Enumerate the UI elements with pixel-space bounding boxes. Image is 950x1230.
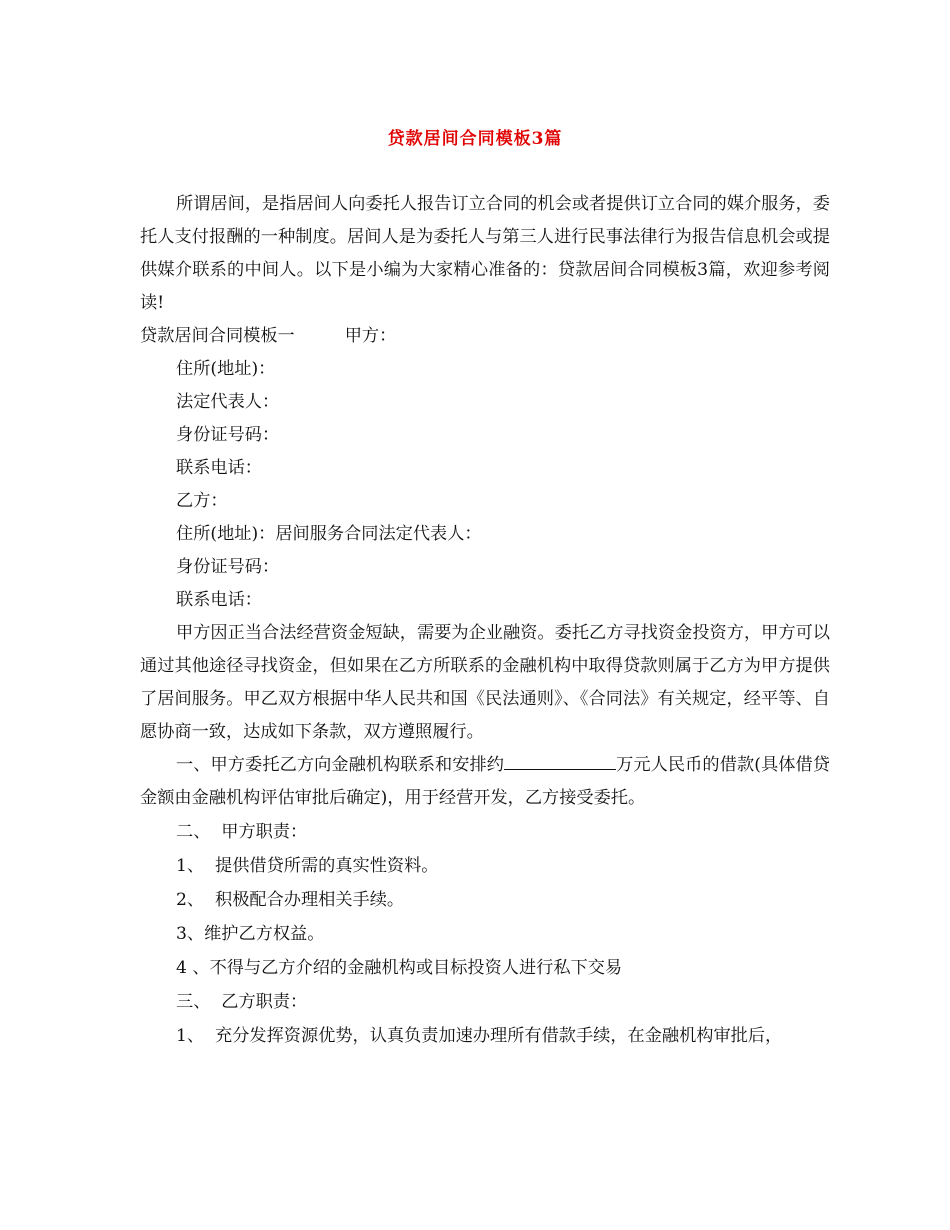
clause-two-item: 1、 提供借贷所需的真实性资料。: [176, 856, 439, 876]
amount-blank: [504, 755, 616, 770]
clause-two-item: 3、维护乙方权益。: [176, 924, 325, 944]
party-b-phone: 联系电话：: [176, 590, 262, 610]
party-a-address: 住所(地址)：: [176, 359, 276, 379]
background-paragraph: 甲方因正当合法经营资金短缺，需要为企业融资。委托乙方寻找资金投资方，甲方可以通过其他途径寻找资金，但如果在乙方所联系的金融机构中取得贷款则属于乙方为甲方提供了居间服务。甲乙双方根据中华人民共和国《民法通则》、《合同法》有关规定，经平等、自愿协商一致，达成如下条款，双方遵照履行。: [140, 623, 830, 742]
party-a-label: 甲方：: [344, 326, 397, 346]
document-body: [140, 188, 830, 1053]
clause-three-heading: 三、 乙方职责：: [176, 992, 308, 1012]
document-title: 贷款居间合同模板3篇: [387, 129, 563, 149]
clause-two-heading: 二、 甲方职责：: [176, 822, 308, 842]
party-a-phone: 联系电话：: [176, 458, 262, 478]
party-a-id: 身份证号码：: [176, 425, 280, 445]
party-b-label: 乙方：: [176, 491, 228, 511]
section-one-heading: 贷款居间合同模板一: [140, 326, 295, 346]
clause-one-paragraph: [140, 749, 830, 815]
party-b-id: 身份证号码：: [176, 557, 280, 577]
clause-three-item: 1、 充分发挥资源优势，认真负责加速办理所有借款手续，在金融机构审批后，: [176, 1026, 783, 1046]
section-one-line: [140, 320, 830, 353]
clause-two-item: 2、 积极配合办理相关手续。: [176, 890, 405, 910]
party-b-address: 住所(地址)：居间服务合同法定代表人：: [176, 524, 482, 544]
intro-paragraph: 所谓居间，是指居间人向委托人报告订立合同的机会或者提供订立合同的媒介服务，委托人支付报酬的一种制度。居间人是为委托人与第三人进行民事法律行为报告信息机会或提供媒介联系的中间人。以下是小编为大家精心准备的：贷款居间合同模板3篇，欢迎参考阅读!: [140, 194, 830, 313]
clause-two-item: 4 、不得与乙方介绍的金融机构或目标投资人进行私下交易: [176, 958, 623, 978]
party-a-rep: 法定代表人：: [176, 392, 280, 412]
clause-one-text-b: 万元人民币的借款(具体借贷金额由金融机构评估审批后确定)，用于经营开发，乙方接受委托。: [140, 755, 830, 808]
clause-one-text-a: 一、甲方委托乙方向金融机构联系和安排约: [176, 755, 505, 775]
